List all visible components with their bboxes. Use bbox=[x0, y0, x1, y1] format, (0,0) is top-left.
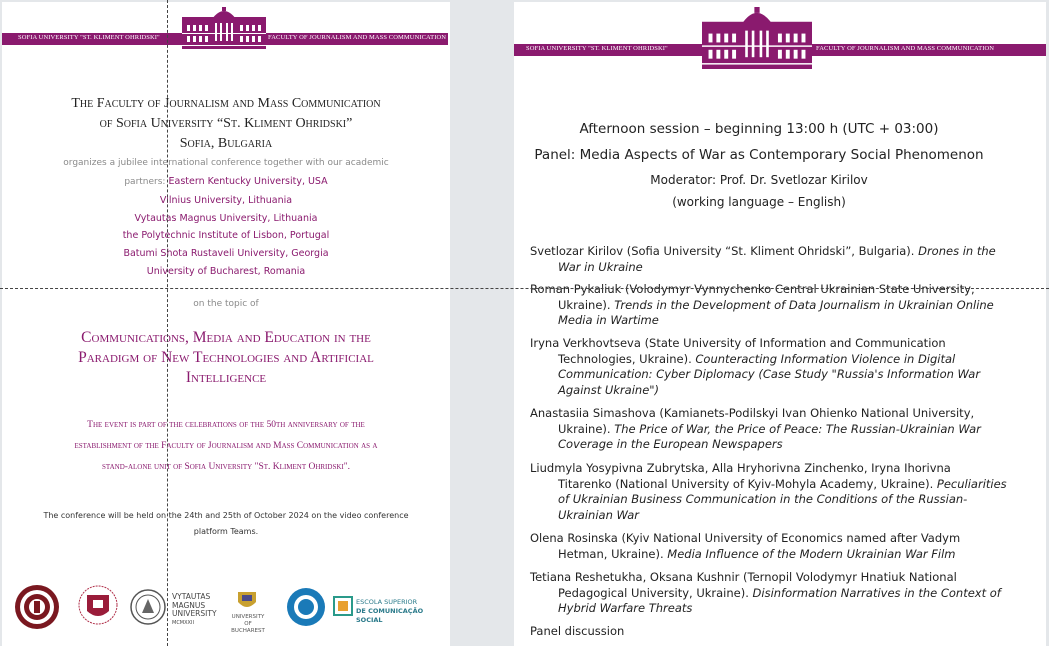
vilnius-university-icon bbox=[78, 585, 118, 629]
panel-heading: Panel: Media Aspects of War as Contemporary Social Phenomenon bbox=[534, 147, 984, 163]
program-entry: Svetlozar Kirilov (Sofia University “St. Kliment Ohridski”, Bulgaria). Drones in the War in Ukraine bbox=[530, 244, 996, 274]
right-page bbox=[514, 2, 1046, 646]
event-statement bbox=[2, 415, 450, 478]
session-heading: Afternoon session – beginning 13:00 h (UTC + 03:00) bbox=[579, 121, 939, 137]
program-entry: Olena Rosinska (Kyiv National University of Economics named after Vadym Hetman, Ukraine). Media Influence of the Modern Ukrainian War Film bbox=[530, 531, 961, 561]
organizer-title bbox=[2, 94, 450, 154]
vytautas-wordmark: VYTAUTAS MAGNUS UNIVERSITY MCMXXII bbox=[172, 592, 217, 626]
moderator: Moderator: Prof. Dr. Svetlozar Kirilov bbox=[650, 173, 868, 187]
partners-list bbox=[2, 173, 450, 281]
conference-topic bbox=[2, 328, 450, 388]
university-building-logo bbox=[702, 7, 812, 69]
eku-seal-icon bbox=[14, 584, 60, 630]
partner-item: partners: Eastern Kentucky University, USA bbox=[124, 176, 328, 187]
held-line: platform Teams. bbox=[193, 527, 259, 536]
conference-dates bbox=[2, 508, 450, 540]
held-line: The conference will be held on the 24th and 25th of October 2024 on the video conference bbox=[43, 511, 409, 520]
horizontal-guide-line bbox=[0, 288, 1049, 289]
program-entry: Roman Pykaliuk (Volodymyr Vynnychenko Central Ukrainian State University, Ukraine). Trends in the Development of Data Journalism in Ukrainian Online Media in Wartime bbox=[530, 282, 994, 327]
escola-logo-icon bbox=[333, 596, 353, 616]
topic-line: Intelligence bbox=[185, 369, 267, 386]
event-line: establishment of the Faculty of Journalism and Mass Communication as a bbox=[74, 441, 378, 451]
working-language: (working language – English) bbox=[672, 195, 846, 209]
title-line: The Faculty of Journalism and Mass Communication bbox=[71, 96, 381, 111]
partner-item: the Polytechnic Institute of Lisbon, Portugal bbox=[122, 230, 330, 242]
bucharest-wordmark: UNIVERSITY OF BUCHAREST bbox=[231, 614, 265, 634]
bucharest-crest-icon bbox=[236, 590, 258, 612]
left-page bbox=[2, 2, 450, 646]
band-faculty: FACULTY OF JOURNALISM AND MASS COMMUNICATION bbox=[268, 34, 447, 41]
escola-wordmark: ESCOLA SUPERIOR DE COMUNICAÇÃO SOCIAL bbox=[356, 598, 424, 624]
band-university: SOFIA UNIVERSITY "ST. KLIMENT OHRIDSKI" bbox=[18, 34, 160, 41]
band-faculty: FACULTY OF JOURNALISM AND MASS COMMUNICATION bbox=[816, 45, 995, 52]
title-line: of Sofia University “St. Kliment Ohridski” bbox=[99, 116, 353, 131]
partner-item: Vytautas Magnus University, Lithuania bbox=[134, 212, 318, 224]
event-line: The event is part of the celebrations of the 50th anniversary of the bbox=[87, 420, 365, 430]
vytautas-seal-icon bbox=[130, 587, 166, 627]
panel-discussion: Panel discussion bbox=[530, 624, 625, 638]
band-university: SOFIA UNIVERSITY "ST. KLIMENT OHRIDSKI" bbox=[526, 45, 668, 52]
partners-prefix: partners: bbox=[124, 177, 166, 187]
partner-item: University of Bucharest, Romania bbox=[146, 265, 306, 277]
batumi-university-icon bbox=[286, 587, 326, 627]
program-entry: Iryna Verkhovtseva (State University of Information and Communication Technologies, Ukraine). Counteracting Information Violence in Digital Communication: Cyber Diplomacy (Case Study "Russia's Information War Against Ukraine") bbox=[530, 336, 981, 397]
partner-item: Batumi Shota Rustaveli University, Georgia bbox=[123, 248, 329, 260]
partner-item: Vilnius University, Lithuania bbox=[159, 194, 293, 206]
program-entry: Liudmyla Yosypivna Zubrytska, Alla Hryhorivna Zinchenko, Iryna Ihorivna Titarenko (National University of Kyiv-Mohyla Academy, Ukraine). Peculiarities of Ukrainian Business Communication in the Conditions of the Russian-Ukrainian War bbox=[530, 461, 1007, 522]
vertical-guide-line bbox=[167, 0, 168, 646]
title-line: Sofia, Bulgaria bbox=[179, 136, 273, 151]
program-entry: Anastasiia Simashova (Kamianets-Podilskyi Ivan Ohienko National University, Ukraine). The Price of War, the Price of Peace: The Russian-Ukrainian War Coverage in the European Newspapers bbox=[530, 406, 981, 451]
university-building-logo bbox=[182, 7, 266, 49]
topic-line: Paradigm of New Technologies and Artificial bbox=[78, 349, 374, 366]
event-line: stand-alone unit of Sofia University "St. Kliment Ohridski". bbox=[102, 462, 350, 472]
topic-line: Communications, Media and Education in the bbox=[81, 329, 371, 346]
topic-intro: on the topic of bbox=[193, 299, 259, 309]
program-entry: Tetiana Reshetukha, Oksana Kushnir (Ternopil Volodymyr Hnatiuk National Pedagogical University, Ukraine). Disinformation Narratives in the Context of Hybrid Warfare Threats bbox=[530, 570, 1001, 615]
organizes-text: organizes a jubilee international conference together with our academic bbox=[63, 158, 389, 168]
